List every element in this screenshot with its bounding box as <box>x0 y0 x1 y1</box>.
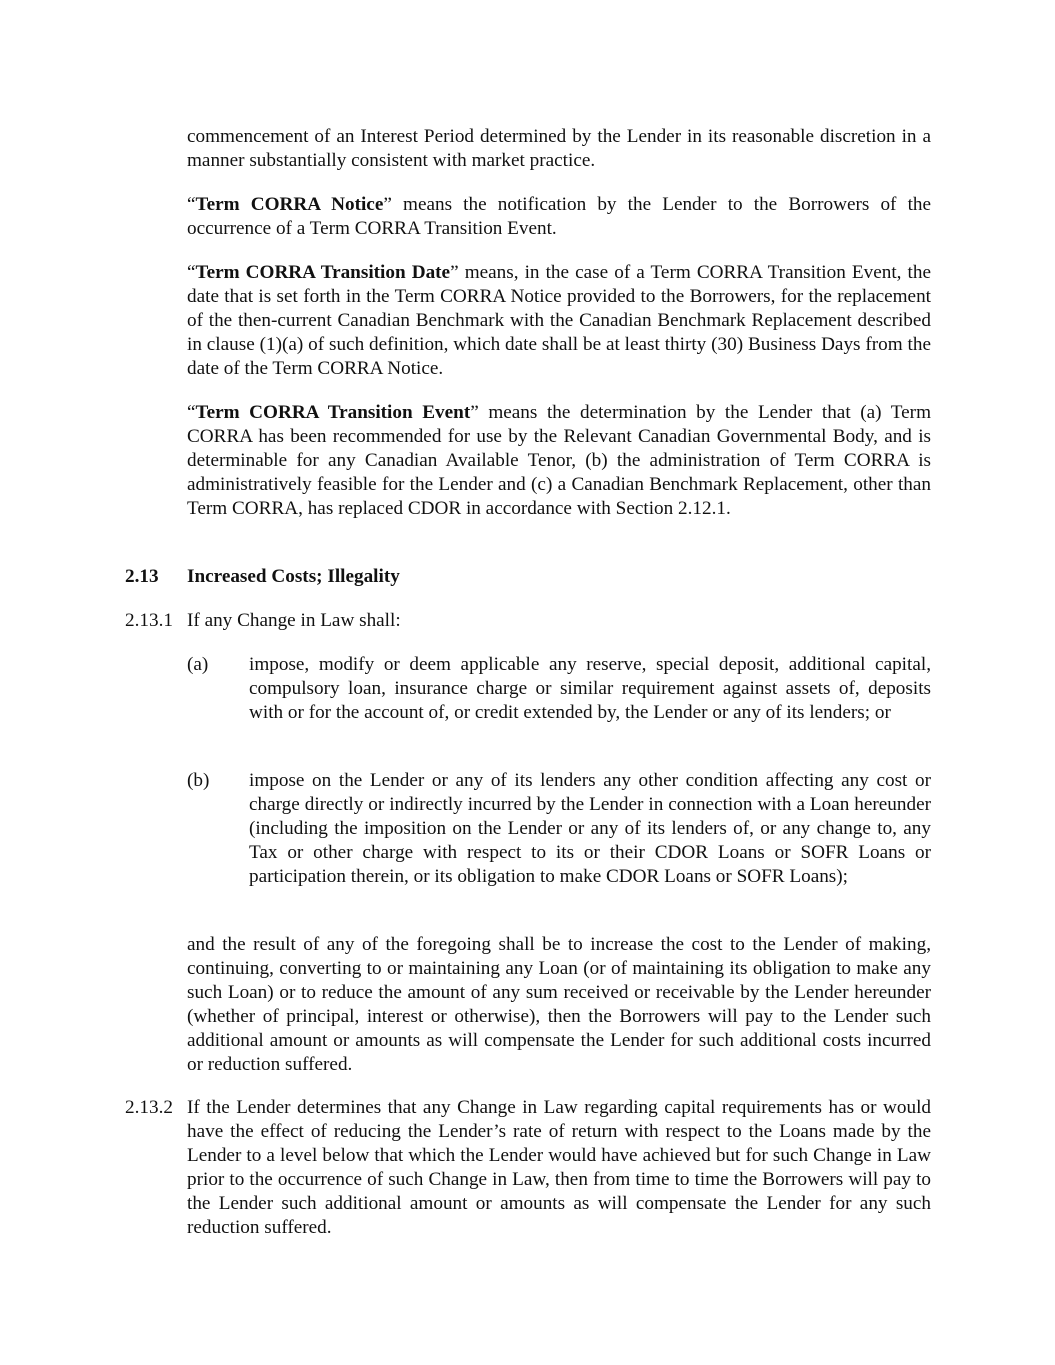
intro-paragraph <box>187 125 931 173</box>
defined-term: Term CORRA Transition Event <box>195 402 471 423</box>
section-title: Increased Costs; Illegality <box>187 566 400 587</box>
subsection-2-13-1 <box>125 609 931 633</box>
subsection-text: If the Lender determines that any Change in Law regarding capital requirements has or would have the effect of reducing the Lender’s rate of return with respect to the Loans made by the Lender to a level below that which the Lender would have achieved but for such Change in Law prior to the occurrence of such Change in Law, then from time to time the Borrowers will pay to the Lender such additional amount or amounts as will compensate the Lender for any such reduction suffered. <box>187 1097 931 1238</box>
subsection-number: 2.13.1 <box>125 610 173 631</box>
item-label: (b) <box>187 770 210 791</box>
item-label: (a) <box>187 654 209 675</box>
subsection-number: 2.13.2 <box>125 1097 173 1118</box>
subsection-2-13-2 <box>125 1096 931 1240</box>
defined-term: Term CORRA Transition Date <box>195 262 451 283</box>
subsection-text: If any Change in Law shall: <box>187 610 401 631</box>
open-quote: “ <box>187 194 196 215</box>
close-quote: ” <box>383 194 392 215</box>
definition-term-corra-transition-event <box>187 401 931 521</box>
item-text: impose, modify or deem applicable any reserve, special deposit, additional capital, compulsory loan, insurance charge or similar requirement against assets of, deposits with or for the account of, or credit extended by, the Lender or any of its lenders; or <box>249 654 931 723</box>
close-quote: ” <box>450 262 459 283</box>
definition-text: means, in the case of a Term CORRA Transition Event, the date that is set forth in the Term CORRA Notice provided to the Borrowers, for the replacement of the then-current Canadian Benchmark with the Canadian Benchmark Replacement described in clause (1)(a) of such definition, which date shall be at least thirty (30) Business Days from the date of the Term CORRA Notice. <box>187 262 931 379</box>
definition-term-corra-notice <box>187 193 931 241</box>
open-quote: “ <box>187 402 196 423</box>
item-text: impose on the Lender or any of its lenders any other condition affecting any cost or charge directly or indirectly incurred by the Lender in connection with a Loan hereunder (including the imposition on the Lender or any of its lenders of, or any change to, any Tax or other charge with respect to its or their CDOR Loans or SOFR Loans or participation therein, or its obligation to make CDOR Loans or SOFR Loans); <box>249 770 931 887</box>
definition-term-corra-transition-date <box>187 261 931 381</box>
list-item-a <box>187 653 931 725</box>
section-number: 2.13 <box>125 566 159 587</box>
definition-text: means the determination by the Lender that (a) Term CORRA has been recommended for use by the Relevant Canadian Governmental Body, and is determinable for any Canadian Available Tenor, (b) the administration of Term CORRA is administratively feasible for the Lender and (c) a Canadian Benchmark Replacement, other than Term CORRA, has replaced CDOR in accordance with Section 2.12.1. <box>187 402 931 519</box>
defined-term: Term CORRA Notice <box>195 194 384 215</box>
list-item-b <box>187 769 931 889</box>
intro-text: commencement of an Interest Period determined by the Lender in its reasonable discretion in a manner substantially consistent with market practice. <box>187 126 931 171</box>
open-quote: “ <box>187 262 196 283</box>
definition-text: means the notification by the Lender to the Borrowers of the occurrence of a Term CORRA Transition Event. <box>187 194 932 239</box>
section-heading-2-13 <box>125 565 400 589</box>
result-text: and the result of any of the foregoing shall be to increase the cost to the Lender of making, continuing, converting to or maintaining any Loan (or of maintaining its obligation to make any such Loan) or to reduce the amount of any sum received or receivable by the Lender hereunder (whether of principal, interest or otherwise), then the Borrowers will pay to the Lender such additional amount or amounts as will compensate the Lender for such additional costs incurred or reduction suffered. <box>187 934 931 1075</box>
result-paragraph <box>187 933 931 1077</box>
close-quote: ” <box>470 402 479 423</box>
